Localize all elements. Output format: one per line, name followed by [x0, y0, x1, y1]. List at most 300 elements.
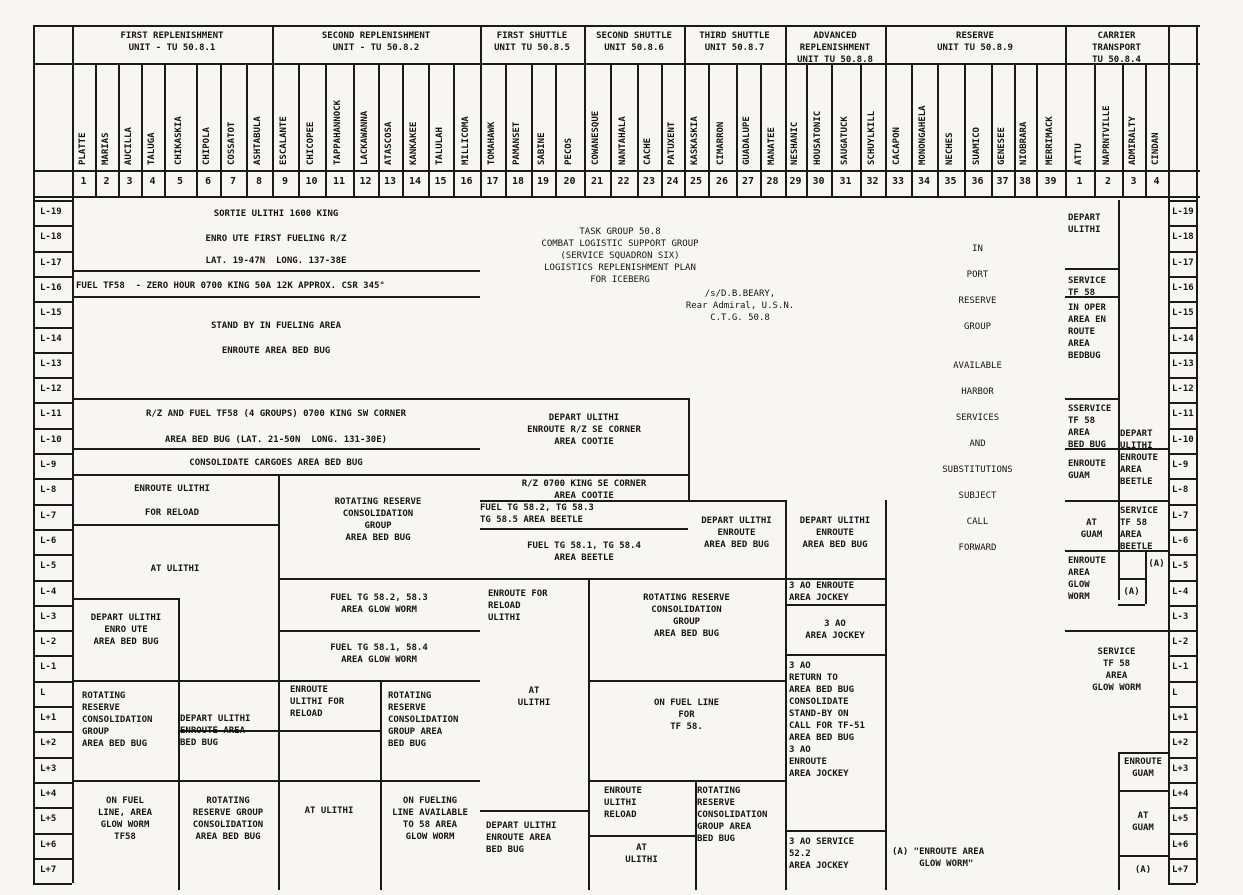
schedule-entry: /s/D.B.BEARY, Rear Admiral, U.S.N. C.T.G. 50.8 — [685, 289, 795, 323]
rule-h — [1065, 500, 1168, 502]
rule-h — [1168, 377, 1196, 379]
schedule-entry: DEPART ULITHI ENROUTE R/Z SE CORNER AREA COOTIE — [527, 413, 641, 447]
ship-name: SCHUYLKILL — [866, 110, 877, 165]
row-label-left: L-1 — [40, 662, 57, 672]
row-label-right: L-3 — [1172, 612, 1189, 622]
schedule-entry: DEPART ULITHI ENROUTE AREA BED BUG — [799, 516, 871, 550]
schedule-entry: 3 AO SERVICE 52.2 AREA JOCKEY — [789, 837, 855, 871]
ship-name: PATUXENT — [666, 121, 677, 165]
ship-number: 12 — [359, 176, 372, 187]
schedule-entry: 3 AO RETURN TO AREA BED BUG CONSOLIDATE STAND-BY ON CALL FOR TF-51 AREA BED BUG 3 AO ENROUTE AREA JOCKEY — [789, 661, 865, 779]
row-label-left: L-2 — [40, 637, 57, 647]
ship-name: NESHANIC — [789, 121, 800, 165]
ship-number: 11 — [332, 176, 346, 187]
ship-name: NECHES — [944, 132, 955, 165]
row-label-left: L-3 — [40, 612, 57, 622]
rule-h — [1168, 807, 1196, 809]
ship-number: 23 — [642, 176, 656, 187]
schedule-entry: DEPART ULITHI ENROUTE AREA BED BUG — [701, 516, 772, 550]
ship-name: NANTAHALA — [617, 116, 628, 165]
row-label-right: L-17 — [1172, 258, 1194, 268]
rule-h — [1168, 301, 1196, 303]
rule-h — [1118, 578, 1145, 580]
rule-h — [33, 833, 72, 835]
rule-h — [72, 270, 480, 272]
rule-h — [33, 655, 72, 657]
row-label-right: L-12 — [1172, 384, 1194, 394]
ship-number: 25 — [689, 176, 703, 187]
ship-name: MERRIMACK — [1044, 116, 1055, 165]
schedule-entry: 3 AO AREA JOCKEY — [805, 619, 865, 641]
row-label-left: L+5 — [40, 814, 57, 824]
ship-name: NIOBRARA — [1019, 121, 1029, 165]
row-label-left: L-4 — [40, 587, 57, 597]
row-label-right: L-7 — [1172, 511, 1189, 521]
row-label-left: L-8 — [40, 485, 57, 495]
row-label-right: L-13 — [1172, 359, 1194, 369]
rule-h — [33, 63, 1200, 65]
row-label-left: L-15 — [40, 308, 62, 318]
rule-h — [178, 780, 278, 782]
schedule-entry: AT GUAM — [1080, 518, 1103, 540]
rule-h — [1168, 352, 1196, 354]
ship-name: ATTU — [1073, 143, 1084, 165]
rule-h — [33, 25, 1200, 27]
ship-number: 1 — [80, 176, 87, 187]
rule-h — [33, 883, 72, 885]
rule-h — [1168, 428, 1196, 430]
ship-number: 9 — [281, 176, 289, 187]
ship-number: 33 — [891, 176, 905, 187]
rule-h — [1118, 604, 1145, 606]
ship-number: 10 — [305, 176, 318, 187]
schedule-entry: FUEL TG 58.2, TG 58.3 TG 58.5 AREA BEETLE — [480, 503, 594, 525]
ship-number: 3 — [1130, 176, 1137, 187]
schedule-entry: DEPART ULITHI ENRO UTE AREA BED BUG — [90, 613, 162, 647]
row-label-left: L-17 — [40, 258, 62, 268]
group-header: FIRST REPLENISHMENT UNIT - TU 50.8.1 — [120, 31, 224, 53]
rule-h — [33, 757, 72, 759]
schedule-entry: FUEL TF58 - ZERO HOUR 0700 KING 50A 12K APPROX. CSR 345° — [76, 281, 385, 291]
rule-h — [33, 580, 72, 582]
schedule-entry: AT ULITHI — [517, 686, 551, 708]
schedule-entry: ENROUTE FOR RELOAD ULITHI — [488, 589, 548, 623]
row-label-right: L+1 — [1172, 713, 1189, 723]
row-label-right: L+5 — [1172, 814, 1189, 824]
rule-h — [33, 276, 72, 278]
rule-h — [278, 630, 480, 632]
ship-number: 37 — [996, 176, 1009, 187]
group-header: RESERVE UNIT TU 50.8.9 — [937, 31, 1013, 53]
schedule-entry: ROTATING RESERVE GROUP CONSOLIDATION AREA BED BUG — [192, 796, 264, 842]
row-label-right: L+3 — [1172, 764, 1189, 774]
ship-name: CACHE — [643, 137, 653, 165]
row-label-left: L+3 — [40, 764, 57, 774]
schedule-entry: AT ULITHI — [304, 806, 354, 816]
ship-number: 17 — [486, 176, 499, 187]
ship-number: 3 — [126, 176, 133, 187]
rule-h — [785, 830, 885, 832]
schedule-entry: CONSOLIDATE CARGOES AREA BED BUG — [189, 458, 363, 468]
ship-number: 32 — [866, 176, 879, 187]
rule-h — [33, 630, 72, 632]
rule-h — [588, 680, 785, 682]
group-header: SECOND SHUTTLE UNIT 50.8.6 — [596, 31, 672, 53]
row-label-left: L+4 — [40, 789, 57, 799]
rule-h — [480, 810, 588, 812]
ship-number: 4 — [1153, 176, 1160, 187]
row-label-left: L-9 — [40, 460, 57, 470]
row-label-left: L-7 — [40, 511, 57, 521]
group-header: THIRD SHUTTLE UNIT 50.8.7 — [699, 31, 770, 53]
rule-h — [72, 296, 480, 298]
schedule-entry: TASK GROUP 50.8 COMBAT LOGISTIC SUPPORT GROUP (SERVICE SQUADRON SIX) LOGISTICS REPLENISHMENT PLAN FOR ICEBERG — [541, 227, 699, 285]
rule-h — [1168, 504, 1196, 506]
row-label-left: L-5 — [40, 561, 57, 571]
rule-h — [72, 680, 480, 682]
ship-name: MILLICOMA — [460, 116, 471, 165]
rule-h — [33, 428, 72, 430]
rule-h — [1168, 276, 1196, 278]
ship-name: MARIAS — [100, 132, 111, 165]
ship-number: 30 — [812, 176, 825, 187]
schedule-entry: SSERVICE TF 58 AREA BED BUG — [1068, 404, 1112, 450]
ship-number: 38 — [1018, 176, 1032, 187]
row-label-left: L+6 — [40, 840, 57, 850]
rule-h — [1168, 883, 1196, 885]
ship-name: TOMAHAWK — [486, 121, 497, 165]
rule-h — [380, 780, 480, 782]
ship-number: 19 — [536, 176, 550, 187]
row-label-right: L-16 — [1172, 283, 1194, 293]
rule-v — [380, 680, 382, 890]
ship-number: 4 — [149, 176, 156, 187]
ship-name: COWANESQUE — [591, 110, 601, 165]
rule-h — [480, 528, 688, 530]
ship-name: LACKAWANNA — [359, 110, 370, 165]
row-label-left: L+1 — [40, 713, 57, 723]
rule-h — [1168, 529, 1196, 531]
rule-h — [278, 578, 480, 580]
ship-number: 6 — [204, 176, 212, 187]
rule-h — [1168, 225, 1196, 227]
schedule-entry: STAND BY IN FUELING AREA — [210, 321, 342, 331]
row-label-right: L+7 — [1172, 865, 1189, 875]
rule-h — [1118, 752, 1168, 754]
rule-h — [33, 858, 72, 860]
rule-h — [33, 377, 72, 379]
ship-name: MONONGAHELA — [918, 105, 928, 165]
schedule-entry: SORTIE ULITHI 1600 KING — [213, 209, 339, 219]
ship-name: ESCALANTE — [279, 116, 289, 165]
ship-number: 34 — [917, 176, 931, 187]
schedule-entry: ENROUTE AREA BED BUG — [221, 346, 331, 356]
ship-number: 29 — [789, 176, 802, 187]
rule-h — [1065, 398, 1118, 400]
ship-number: 8 — [255, 176, 263, 187]
ship-name: TALULAH — [434, 127, 445, 165]
row-label-right: L-15 — [1172, 308, 1194, 318]
rule-h — [33, 504, 72, 506]
rule-h — [33, 251, 72, 253]
schedule-entry: ROTATING RESERVE CONSOLIDATION GROUP AREA BED BUG — [334, 497, 422, 543]
rule-h — [33, 170, 1200, 172]
schedule-entry: IN PORT RESERVE GROUP AVAILABLE HARBOR SERVICES AND SUBSTITUTIONS SUBJECT CALL FORWARD — [942, 244, 1013, 553]
group-header: FIRST SHUTTLE UNIT TU 50.8.5 — [494, 31, 570, 53]
ship-number: 27 — [741, 176, 755, 187]
schedule-entry: SERVICE TF 58 — [1068, 276, 1106, 298]
rule-h — [33, 327, 72, 329]
ship-number: 1 — [1076, 176, 1083, 187]
ship-name: KASKASKIA — [690, 116, 700, 165]
ship-name: CIMARRON — [716, 121, 726, 165]
rule-h — [33, 529, 72, 531]
ship-number: 2 — [1104, 176, 1112, 187]
rule-h — [72, 474, 480, 476]
rule-h — [1168, 402, 1196, 404]
ship-name: AUCILLA — [123, 127, 134, 165]
rule-h — [785, 604, 885, 606]
ship-name: ATASCOSA — [384, 121, 394, 165]
ship-number: 39 — [1044, 176, 1057, 187]
schedule-entry: DEPART ULITHI ENROUTE AREA BEETLE — [1120, 429, 1158, 487]
ship-name: MANATEE — [766, 127, 777, 165]
schedule-entry: DEPART ULITHI ENROUTE AREA BED BUG — [180, 714, 251, 748]
row-label-right: L-10 — [1172, 435, 1194, 445]
rule-h — [278, 730, 380, 732]
schedule-entry: ENROUTE GUAM — [1124, 757, 1162, 779]
ship-number: 15 — [434, 176, 447, 187]
ship-name: HOUSATONIC — [812, 110, 823, 165]
ship-number: 24 — [666, 176, 679, 187]
schedule-entry: ROTATING RESERVE CONSOLIDATION GROUP AREA BED BUG — [82, 691, 153, 749]
rule-h — [588, 835, 695, 837]
schedule-entry: R/Z 0700 KING SE CORNER AREA COOTIE — [521, 479, 647, 501]
rule-h — [33, 352, 72, 354]
ship-number: 35 — [944, 176, 957, 187]
ship-number: 5 — [176, 176, 184, 187]
row-label-left: L-13 — [40, 359, 62, 369]
schedule-entry: ON FUEL LINE FOR TF 58. — [653, 698, 720, 732]
ship-name: SUAMICO — [971, 127, 982, 165]
ship-name: ADMIRALTY — [1127, 116, 1138, 165]
row-label-left: L-6 — [40, 536, 57, 546]
ship-number: 20 — [563, 176, 576, 187]
row-label-left: L-10 — [40, 435, 62, 445]
row-label-right: L-14 — [1172, 334, 1194, 344]
schedule-entry: SERVICE TF 58 AREA BEETLE — [1120, 506, 1158, 552]
schedule-entry: ROTATING RESERVE CONSOLIDATION GROUP AREA BED BUG — [643, 593, 730, 639]
rule-h — [1118, 790, 1168, 792]
rule-h — [33, 681, 72, 683]
schedule-entry: AT ULITHI — [625, 843, 658, 865]
rule-h — [72, 448, 480, 450]
rule-h — [1168, 605, 1196, 607]
ship-name: TALUGA — [146, 132, 157, 165]
ship-number: 16 — [460, 176, 473, 187]
ship-name: SABINE — [537, 132, 547, 165]
schedule-entry: AREA BED BUG (LAT. 21-50N LONG. 131-30E) — [164, 435, 388, 445]
rule-h — [480, 474, 688, 476]
rule-h — [72, 598, 178, 600]
schedule-entry: FOR RELOAD — [144, 508, 200, 518]
schedule-entry: ON FUELING LINE AVAILABLE TO 58 AREA GLOW WORM — [392, 796, 468, 842]
schedule-entry: FUEL TG 58.1, 58.4 AREA GLOW WORM — [330, 643, 428, 665]
rule-h — [1168, 731, 1196, 733]
ship-number: 18 — [511, 176, 525, 187]
schedule-entry: ENROUTE ULITHI — [134, 484, 210, 494]
rule-h — [33, 196, 1200, 198]
rule-h — [1168, 655, 1196, 657]
rule-h — [33, 301, 72, 303]
schedule-entry: ENROUTE ULITHI RELOAD — [604, 786, 642, 820]
rule-h — [1168, 630, 1196, 632]
rule-h — [33, 402, 72, 404]
row-label-left: L+2 — [40, 738, 57, 748]
rule-h — [33, 554, 72, 556]
rule-h — [1168, 251, 1196, 253]
schedule-entry: (A) — [1123, 587, 1140, 597]
schedule-entry: (A) — [1134, 865, 1152, 875]
schedule-entry: DEPART ULITHI — [1068, 213, 1101, 235]
schedule-entry: R/Z AND FUEL TF58 (4 GROUPS) 0700 KING SW CORNER — [145, 409, 407, 419]
ship-number: 7 — [229, 176, 237, 187]
rule-h — [1168, 200, 1196, 202]
schedule-entry: FUEL TG 58.1, TG 58.4 AREA BEETLE — [527, 541, 641, 563]
row-label-right: L-18 — [1172, 232, 1194, 242]
rule-h — [72, 524, 278, 526]
schedule-entry: ENROUTE GUAM — [1068, 459, 1106, 481]
rule-h — [785, 654, 885, 656]
rule-h — [688, 500, 785, 502]
row-label-right: L-8 — [1172, 485, 1189, 495]
rule-h — [1065, 268, 1118, 270]
row-label-left: L-14 — [40, 334, 62, 344]
row-label-right: L-2 — [1172, 637, 1189, 647]
rule-h — [72, 780, 178, 782]
ship-number: 22 — [617, 176, 630, 187]
schedule-entry: ROTATING RESERVE CONSOLIDATION GROUP AREA BED BUG — [697, 786, 768, 844]
rule-h — [33, 706, 72, 708]
ship-name: PECOS — [563, 137, 574, 165]
row-label-left: L — [40, 688, 46, 698]
ship-name: CHIKASKIA — [174, 116, 184, 165]
group-header: SECOND REPLENISHMENT UNIT - TU 50.8.2 — [321, 31, 431, 53]
ship-name: PLATTE — [77, 132, 88, 165]
schedule-entry: ROTATING RESERVE CONSOLIDATION GROUP AREA BED BUG — [388, 691, 459, 749]
ship-name: CINDAN — [1150, 132, 1161, 165]
schedule-entry: ENRO UTE FIRST FUELING R/Z — [205, 234, 347, 244]
rule-h — [72, 398, 480, 400]
ship-name: GENESEE — [996, 127, 1007, 165]
ship-name: NAPRNTVILLE — [1102, 105, 1112, 165]
ship-number: 21 — [590, 176, 604, 187]
row-label-left: L-11 — [40, 409, 62, 419]
schedule-entry: AT GUAM — [1132, 811, 1154, 833]
schedule-entry: 3 AO ENROUTE AREA JOCKEY — [789, 581, 855, 603]
schedule-entry: IN OPER AREA EN ROUTE AREA BEDBUG — [1068, 303, 1106, 361]
rule-h — [33, 782, 72, 784]
schedule-entry: (A) "ENROUTE AREA GLOW WORM" — [892, 847, 985, 869]
rule-h — [1168, 554, 1196, 556]
schedule-entry: (A) — [1148, 559, 1165, 569]
schedule-entry: AT ULITHI — [150, 564, 200, 574]
ship-name: COSSATOT — [227, 121, 237, 165]
rule-h — [588, 780, 785, 782]
rule-h — [33, 453, 72, 455]
schedule-entry: ON FUEL LINE, AREA GLOW WORM TF58 — [97, 796, 153, 842]
row-label-right: L-6 — [1172, 536, 1189, 546]
rule-h — [1168, 782, 1196, 784]
schedule-entry: DEPART ULITHI ENROUTE AREA BED BUG — [486, 821, 557, 855]
ship-number: 2 — [103, 176, 110, 187]
rule-h — [33, 807, 72, 809]
rule-v — [785, 500, 787, 890]
schedule-entry: SERVICE TF 58 AREA GLOW WORM — [1092, 647, 1141, 693]
row-label-left: L-12 — [40, 384, 62, 394]
row-label-left: L+7 — [40, 865, 57, 875]
row-label-right: L-5 — [1172, 561, 1189, 571]
rule-h — [1168, 478, 1196, 480]
row-label-right: L+2 — [1172, 738, 1189, 748]
ship-name: CHIPOLA — [202, 127, 212, 165]
row-label-right: L-9 — [1172, 460, 1189, 470]
ship-name: GUADALUPE — [742, 116, 752, 165]
row-label-right: L+6 — [1172, 840, 1189, 850]
rule-h — [1168, 706, 1196, 708]
schedule-entry: FUEL TG 58.2, 58.3 AREA GLOW WORM — [330, 593, 428, 615]
ship-name: TAPPAHANNOCK — [333, 99, 343, 165]
rule-h — [1168, 580, 1196, 582]
row-label-left: L-16 — [40, 283, 62, 293]
group-header: ADVANCED REPLENISHMENT UNIT TU 50.8.8 — [797, 31, 873, 65]
ship-number: 28 — [766, 176, 779, 187]
ship-number: 36 — [971, 176, 984, 187]
rule-h — [278, 780, 380, 782]
rule-h — [33, 225, 72, 227]
rule-h — [1168, 858, 1196, 860]
ship-name: PAMANSET — [512, 121, 522, 165]
ship-name: KANKAKEE — [409, 121, 419, 165]
schedule-entry: ENROUTE ULITHI FOR RELOAD — [290, 685, 345, 719]
row-label-right: L-19 — [1172, 207, 1194, 217]
schedule-entry: LAT. 19-47N LONG. 137-38E — [205, 256, 347, 266]
rule-h — [33, 478, 72, 480]
rule-h — [1065, 630, 1168, 632]
ship-name: SAUGATUCK — [839, 116, 850, 165]
rule-h — [1168, 681, 1196, 683]
rule-h — [1118, 855, 1168, 857]
row-label-right: L+4 — [1172, 789, 1189, 799]
ship-number: 26 — [715, 176, 729, 187]
group-header: CARRIER TRANSPORT TU 50.8.4 — [1092, 31, 1141, 65]
rule-h — [480, 398, 688, 400]
ship-name: CHICOPEE — [305, 121, 316, 165]
row-label-left: L-19 — [40, 207, 62, 217]
row-label-right: L-11 — [1172, 409, 1194, 419]
ship-name: ASHTABULA — [253, 116, 263, 165]
rule-h — [33, 200, 72, 202]
rule-h — [33, 605, 72, 607]
row-label-left: L-18 — [40, 232, 62, 242]
ship-name: CACAPON — [892, 127, 902, 165]
row-label-right: L-4 — [1172, 587, 1189, 597]
rule-h — [1168, 453, 1196, 455]
rule-v — [1196, 25, 1198, 883]
rule-v — [688, 398, 690, 500]
rule-h — [33, 731, 72, 733]
rule-h — [1168, 757, 1196, 759]
